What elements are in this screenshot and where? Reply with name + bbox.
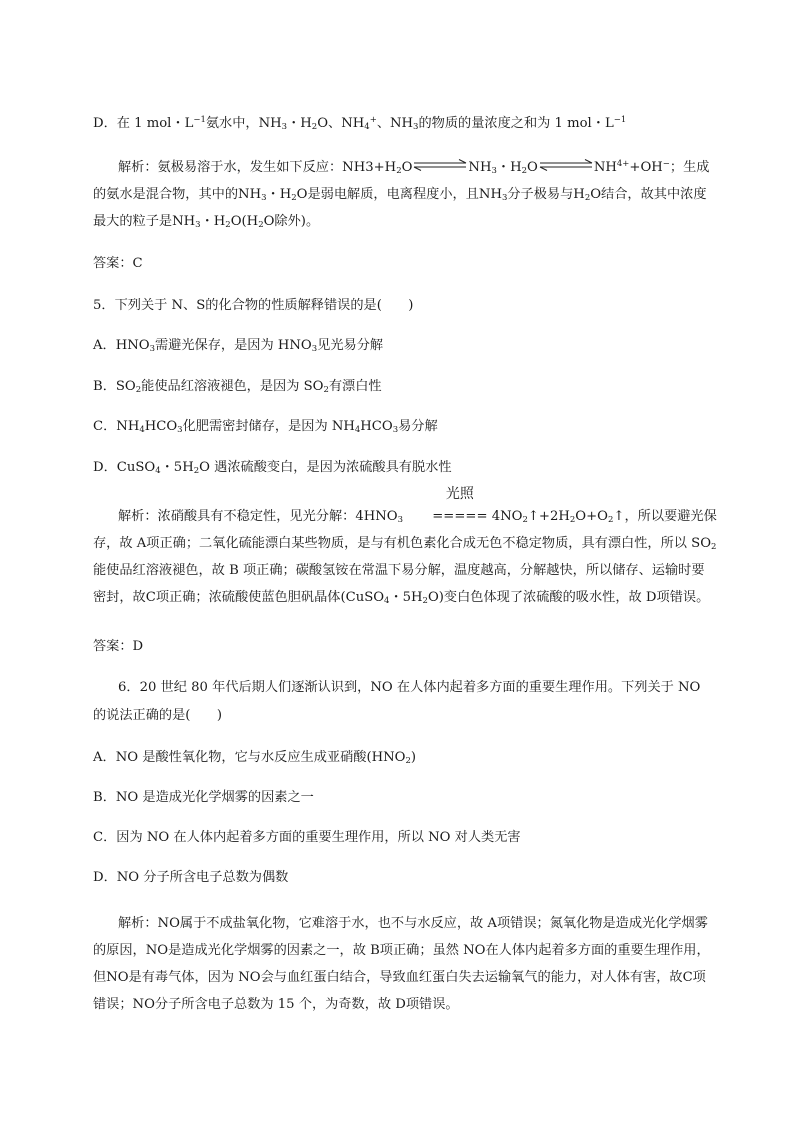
superscript: + [369, 115, 377, 125]
q4-answer: 答案：C [93, 256, 143, 271]
q5-analysis: 解析：浓硝酸具有不稳定性，见光分解：$4HNO_3$ 光照 ===== $4NO_2↑+2H_2O+O_2↑$，所以要避光保存，故 A项正确；二氧化硫能漂白某些物质，是与有机色素化合成无色不稳定物质，具有漂白性，所以 $SO_2$能使品红溶液褪色，故 B 项正确；碳酸氢铵在常温下易分解，温度越高，分解越快，所以储存、运输时要密封，故C项正确；浓硫酸使蓝色胆矾晶体(CuSO$_4$・$5H_2O$)变白色体现了浓硫酸的吸水性，故 D项错误。 [93, 486, 717, 606]
q5-option-d: D．CuSO$_4$・$5H_2O$ 遇浓硫酸变白，是因为浓硫酸具有脱水性 [93, 460, 452, 476]
q5-answer: 答案：D [93, 639, 144, 654]
text: 氨水中，NH [205, 116, 282, 131]
text: ・H [287, 116, 312, 131]
q6-analysis: 解析：NO属于不成盐氧化物，它难溶于水，也不与水反应，故 A项错误；氮氧化物是造成光化学烟雾的原因，NO是造成光化学烟雾的因素之一，故 B项正确；虽然 NO在人体内起着多方面的重要生理作用，但NO是有毒气体，因为 NO会与血红蛋白结合，导致血红蛋白失去运输氧气的能力，对人体有害，故C项错误；NO分子所含电子总数为 15 个，为奇数，故 D项错误。 [93, 916, 710, 1012]
text: D．在 1 mol・L [93, 116, 194, 131]
q4-analysis: 解析：氨极易溶于水，发生如下反应：$NH3+H_2O$ $NH_3$・$H_2O$ $NH^{4+}+OH^-$；生成的氨水是混合物，其中的$NH_3$・$H_2O$是弱电解质，电离程度小，且$NH_3$分子极易与$H_2O$结合，故其中浓度最大的粒子是$NH_3$・$H_2O(H_2O$除外)。 [93, 159, 710, 230]
reaction-condition: 光照 ===== [432, 486, 488, 524]
q4-option-d [93, 114, 717, 134]
q6-stem: 6．20 世纪 80 年代后期人们逐渐认识到，NO 在人体内起着多方面的重要生理作用。下列关于 NO 的说法正确的是( ) [93, 680, 701, 723]
superscript: −1 [193, 115, 206, 125]
q5-option-b: B．$SO_2$能使品红溶液褪色，是因为 $SO_2$有漂白性 [93, 379, 382, 395]
reversible-arrow-icon [413, 159, 467, 171]
superscript: −1 [613, 115, 627, 125]
subscript: 2 [311, 122, 318, 132]
text: 、NH [376, 116, 414, 131]
q5-option-c: C．$NH_4HCO_3$化肥需密封储存，是因为 $NH_4HCO_3$易分解 [93, 419, 438, 435]
text: O、NH [317, 116, 365, 131]
q5-stem: 5．下列关于 N、S的化合物的性质解释错误的是( ) [93, 298, 414, 313]
subscript: 3 [413, 122, 419, 132]
q6-option-b: B．NO 是造成光化学烟雾的因素之一 [93, 790, 314, 805]
q6-option-d: D．NO 分子所含电子总数为偶数 [93, 870, 289, 885]
subscript: 3 [281, 122, 288, 132]
text: 的物质的量浓度之和为 1 mol・L [418, 116, 614, 131]
q5-option-a: A．$HNO_3$需避光保存，是因为 $HNO_3$见光易分解 [93, 338, 384, 354]
q6-option-c: C．因为 NO 在人体内起着多方面的重要生理作用，所以 NO 对人类无害 [93, 830, 521, 845]
q6-option-a: A．NO 是酸性氧化物，它与水反应生成亚硝酸$(HNO_2)$ [93, 750, 417, 766]
reversible-arrow-icon [539, 159, 593, 171]
subscript: 4 [364, 122, 370, 132]
